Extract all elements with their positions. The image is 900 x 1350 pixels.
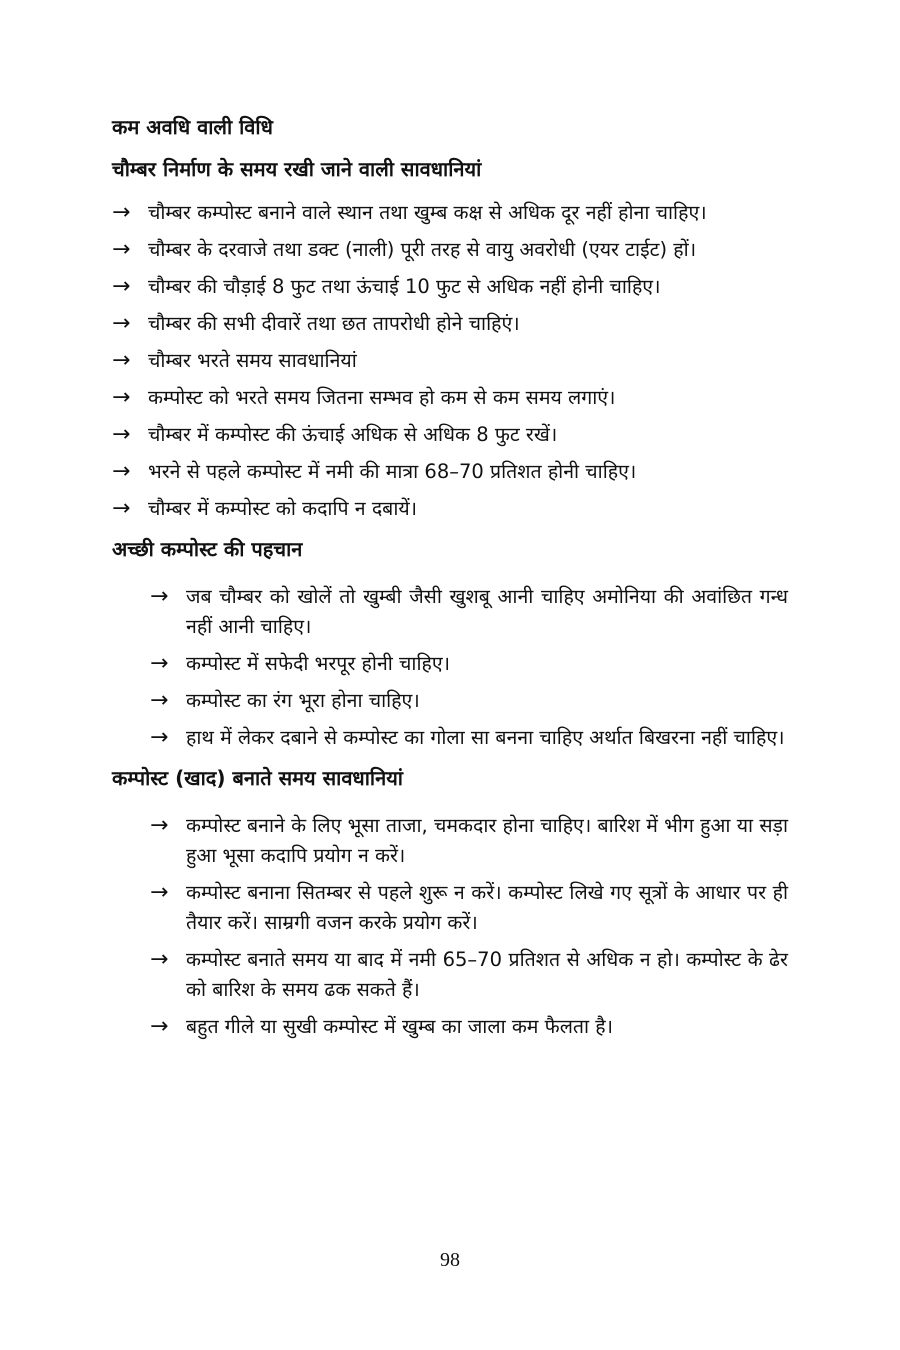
list-item xyxy=(112,235,788,265)
list-item xyxy=(150,723,788,753)
arrow-icon: → xyxy=(150,813,169,838)
list-item-text: चौम्बर की चौड़ाई 8 फुट तथा ऊंचाई 10 फुट से अधिक नहीं होनी चाहिए। xyxy=(148,275,661,298)
section-heading-compost-making-precautions: कम्पोस्ट (खाद) बनाते समय सावधानियां xyxy=(112,766,403,790)
list-item-text: बहुत गीले या सुखी कम्पोस्ट में खुम्ब का जाला कम फैलता है। xyxy=(186,1015,614,1038)
page-number: 98 xyxy=(440,1249,460,1271)
arrow-icon: → xyxy=(112,311,131,336)
arrow-icon: → xyxy=(112,274,131,299)
arrow-icon: → xyxy=(150,651,169,676)
arrow-icon: → xyxy=(112,237,131,262)
list-item xyxy=(112,457,788,487)
list-item xyxy=(150,686,788,716)
arrow-icon: → xyxy=(150,584,169,609)
arrow-icon: → xyxy=(112,200,131,225)
list-item xyxy=(150,945,788,1005)
list-item-text: कम्पोस्ट का रंग भूरा होना चाहिए। xyxy=(186,689,420,712)
list-item-text: कम्पोस्ट बनाते समय या बाद में नमी 65–70 प्रतिशत से अधिक न हो। कम्पोस्ट के ढेर को बारिश के समय ढक सकते हैं। xyxy=(186,948,788,1001)
compost-making-precautions-list xyxy=(112,811,788,1042)
list-item xyxy=(112,420,788,450)
list-item-text: चौम्बर में कम्पोस्ट की ऊंचाई अधिक से अधिक 8 फुट रखें। xyxy=(148,423,558,446)
arrow-icon: → xyxy=(112,348,131,373)
list-item xyxy=(112,309,788,339)
list-item xyxy=(150,1012,788,1042)
list-item xyxy=(112,198,788,228)
list-item-text: चौम्बर की सभी दीवारें तथा छत तापरोधी होने चाहिएं। xyxy=(148,312,520,335)
list-item-text: चौम्बर के दरवाजे तथा डक्ट (नाली) पूरी तरह से वायु अवरोधी (एयर टाईट) हों। xyxy=(148,238,697,261)
section-heading-good-compost-identification: अच्छी कम्पोस्ट की पहचान xyxy=(112,537,303,561)
list-item xyxy=(112,346,788,376)
arrow-icon: → xyxy=(150,688,169,713)
arrow-icon: → xyxy=(112,422,131,447)
list-item-text: चौम्बर में कम्पोस्ट को कदापि न दबायें। xyxy=(148,497,418,520)
list-item xyxy=(150,811,788,871)
list-item xyxy=(112,383,788,413)
list-item-text: हाथ में लेकर दबाने से कम्पोस्ट का गोला सा बनना चाहिए अर्थात बिखरना नहीं चाहिए। xyxy=(186,726,785,749)
arrow-icon: → xyxy=(150,725,169,750)
arrow-icon: → xyxy=(150,1014,169,1039)
list-item xyxy=(150,649,788,679)
section-heading-chamber-precautions: चौम्बर निर्माण के समय रखी जाने वाली सावधानियां xyxy=(112,157,482,181)
good-compost-list xyxy=(112,582,788,753)
arrow-icon: → xyxy=(150,880,169,905)
list-item-text: चौम्बर कम्पोस्ट बनाने वाले स्थान तथा खुम्ब कक्ष से अधिक दूर नहीं होना चाहिए। xyxy=(148,201,707,224)
list-item xyxy=(112,272,788,302)
arrow-icon: → xyxy=(112,459,131,484)
chamber-precautions-list xyxy=(112,198,788,524)
arrow-icon: → xyxy=(150,947,169,972)
list-item-text: कम्पोस्ट बनाना सितम्बर से पहले शुरू न करें। कम्पोस्ट लिखे गए सूत्रों के आधार पर ही तैयार करें। साम्रगी वजन करके प्रयोग करें। xyxy=(186,881,788,934)
arrow-icon: → xyxy=(112,496,131,521)
section-heading-short-duration-method: कम अवधि वाली विधि xyxy=(112,115,273,139)
list-item xyxy=(150,878,788,938)
document-page xyxy=(112,112,788,1049)
list-item xyxy=(150,582,788,642)
list-item-text: चौम्बर भरते समय सावधानियां xyxy=(148,349,357,372)
list-item-text: जब चौम्बर को खोलें तो खुम्बी जैसी खुशबू आनी चाहिए अमोनिया की अवांछित गन्ध नहीं आनी चाहिए। xyxy=(186,585,788,638)
list-item-text: कम्पोस्ट में सफेदी भरपूर होनी चाहिए। xyxy=(186,652,451,675)
list-item-text: कम्पोस्ट बनाने के लिए भूसा ताजा, चमकदार होना चाहिए। बारिश में भीग हुआ या सड़ा हुआ भूसा कदापि प्रयोग न करें। xyxy=(186,814,788,867)
list-item xyxy=(112,494,788,524)
list-item-text: भरने से पहले कम्पोस्ट में नमी की मात्रा 68–70 प्रतिशत होनी चाहिए। xyxy=(148,460,637,483)
arrow-icon: → xyxy=(112,385,131,410)
list-item-text: कम्पोस्ट को भरते समय जितना सम्भव हो कम से कम समय लगाएं। xyxy=(148,386,616,409)
